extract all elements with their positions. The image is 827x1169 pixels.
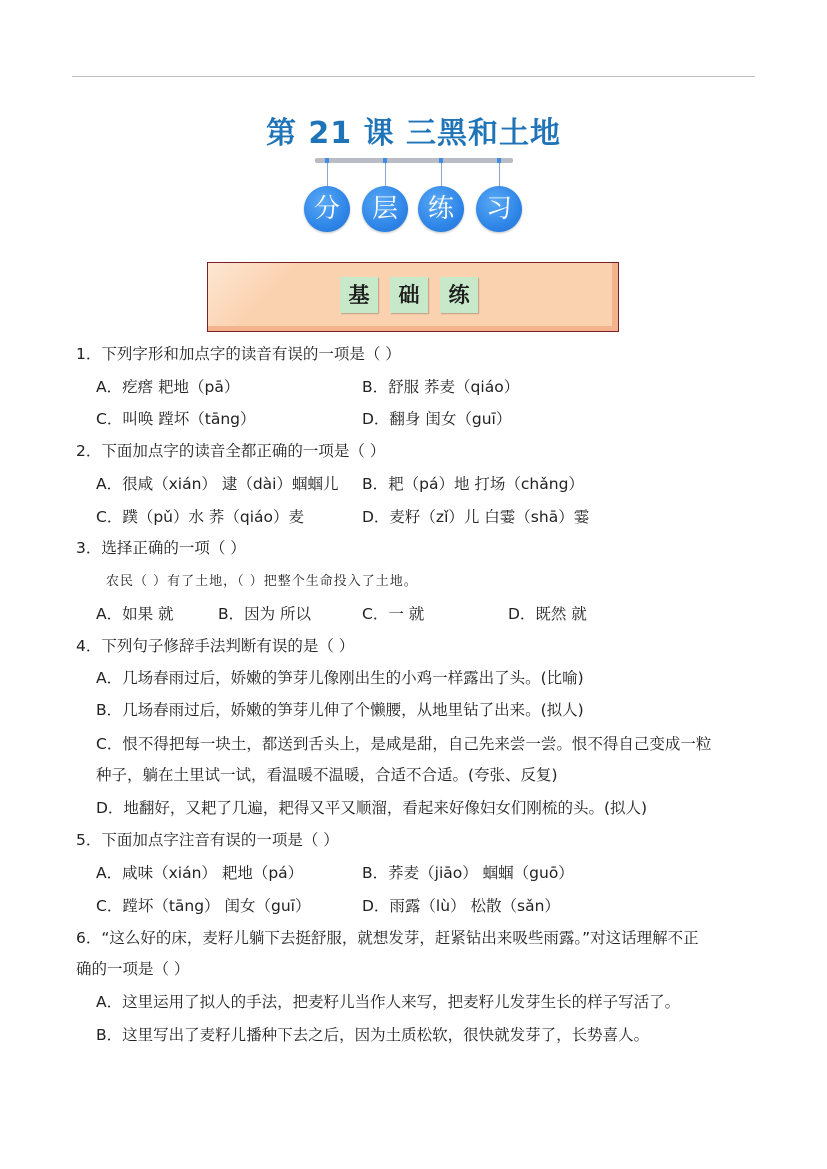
banner-shine — [207, 263, 308, 332]
banner-edge — [208, 326, 619, 331]
option: C．蹚坏（tāng） 闺女（guī） — [96, 897, 311, 915]
connector-line — [499, 163, 500, 187]
question-note: 农民（ ）有了土地，（ ）把整个生命投入了土地。 — [106, 574, 418, 589]
question-stem: 1．下列字形和加点字的读音有误的一项是（ ） — [76, 345, 401, 363]
connector-line — [441, 163, 442, 187]
connector-line — [385, 163, 386, 187]
option: 种子，躺在土里试一试，看温暖不温暖，合适不合适。(夸张、反复) — [96, 766, 558, 784]
option: B．舒服 荞麦（qiáo） — [362, 378, 520, 396]
option: A．很咸（xián） 逮（dài）蝈蝈儿 — [96, 475, 339, 493]
section-char: 练 — [440, 277, 478, 313]
subtitle-char: 练 — [418, 186, 464, 232]
option: C．叫唤 蹚坏（tāng） — [96, 410, 256, 428]
option: D．麦籽（zǐ）儿 白霎（shā）霎 — [362, 508, 590, 526]
subtitle-char: 层 — [362, 186, 408, 232]
connector-line — [327, 163, 328, 187]
subtitle-char: 分 — [304, 186, 350, 232]
header-rule — [72, 76, 755, 77]
question-stem: 3．选择正确的一项（ ） — [76, 539, 246, 557]
subtitle-circles — [302, 186, 526, 234]
lesson-title: 第 21 课 三黑和土地 — [265, 116, 562, 151]
option: A．如果 就 — [96, 605, 174, 623]
subtitle-char: 习 — [476, 186, 522, 232]
title-underline — [315, 158, 513, 163]
option: B．耙（pá）地 打场（chǎng） — [362, 475, 584, 493]
option: B．这里写出了麦籽儿播种下去之后，因为土质松软，很快就发芽了，长势喜人。 — [96, 1026, 650, 1044]
banner-edge — [612, 263, 618, 332]
option: B．荞麦（jiāo） 蝈蝈（guō） — [362, 864, 574, 882]
question-stem: 4．下列句子修辞手法判断有误的是（ ） — [76, 637, 355, 655]
question-stem: 6．“这么好的床，麦籽儿躺下去挺舒服，就想发芽，赶紧钻出来吸些雨露。”对这话理解不正 — [76, 929, 699, 947]
section-banner — [207, 262, 619, 332]
option: A．几场春雨过后，娇嫩的笋芽儿像刚出生的小鸡一样露出了头。(比喻) — [96, 669, 584, 687]
option: C．蹼（pǔ）水 荞（qiáo）麦 — [96, 508, 305, 526]
option: D．既然 就 — [508, 605, 587, 623]
option: A．这里运用了拟人的手法，把麦籽儿当作人来写，把麦籽儿发芽生长的样子写活了。 — [96, 993, 681, 1011]
option: D．地翻好，又耙了几遍，耙得又平又顺溜，看起来好像妇女们刚梳的头。(拟人) — [96, 799, 648, 817]
option: D．雨露（lù） 松散（sǎn） — [362, 897, 560, 915]
question-stem: 5．下面加点字注音有误的一项是（ ） — [76, 831, 339, 849]
option: A．疙瘩 耙地（pā） — [96, 378, 240, 396]
option: B．因为 所以 — [218, 605, 312, 623]
section-char: 基 — [340, 277, 378, 313]
option: C．恨不得把每一块土，都送到舌头上，是咸是甜，自己先来尝一尝。恨不得自己变成一粒 — [96, 735, 712, 753]
option: D．翻身 闺女（guī） — [362, 410, 512, 428]
question-stem-continued: 确的一项是（ ） — [76, 960, 190, 978]
option: C．一 就 — [362, 605, 425, 623]
option: A．咸味（xián） 耙地（pá） — [96, 864, 304, 882]
question-stem: 2．下面加点字的读音全都正确的一项是（ ） — [76, 442, 386, 460]
option: B．几场春雨过后，娇嫩的笋芽儿伸了个懒腰，从地里钻了出来。(拟人) — [96, 701, 584, 719]
section-char: 础 — [390, 277, 428, 313]
